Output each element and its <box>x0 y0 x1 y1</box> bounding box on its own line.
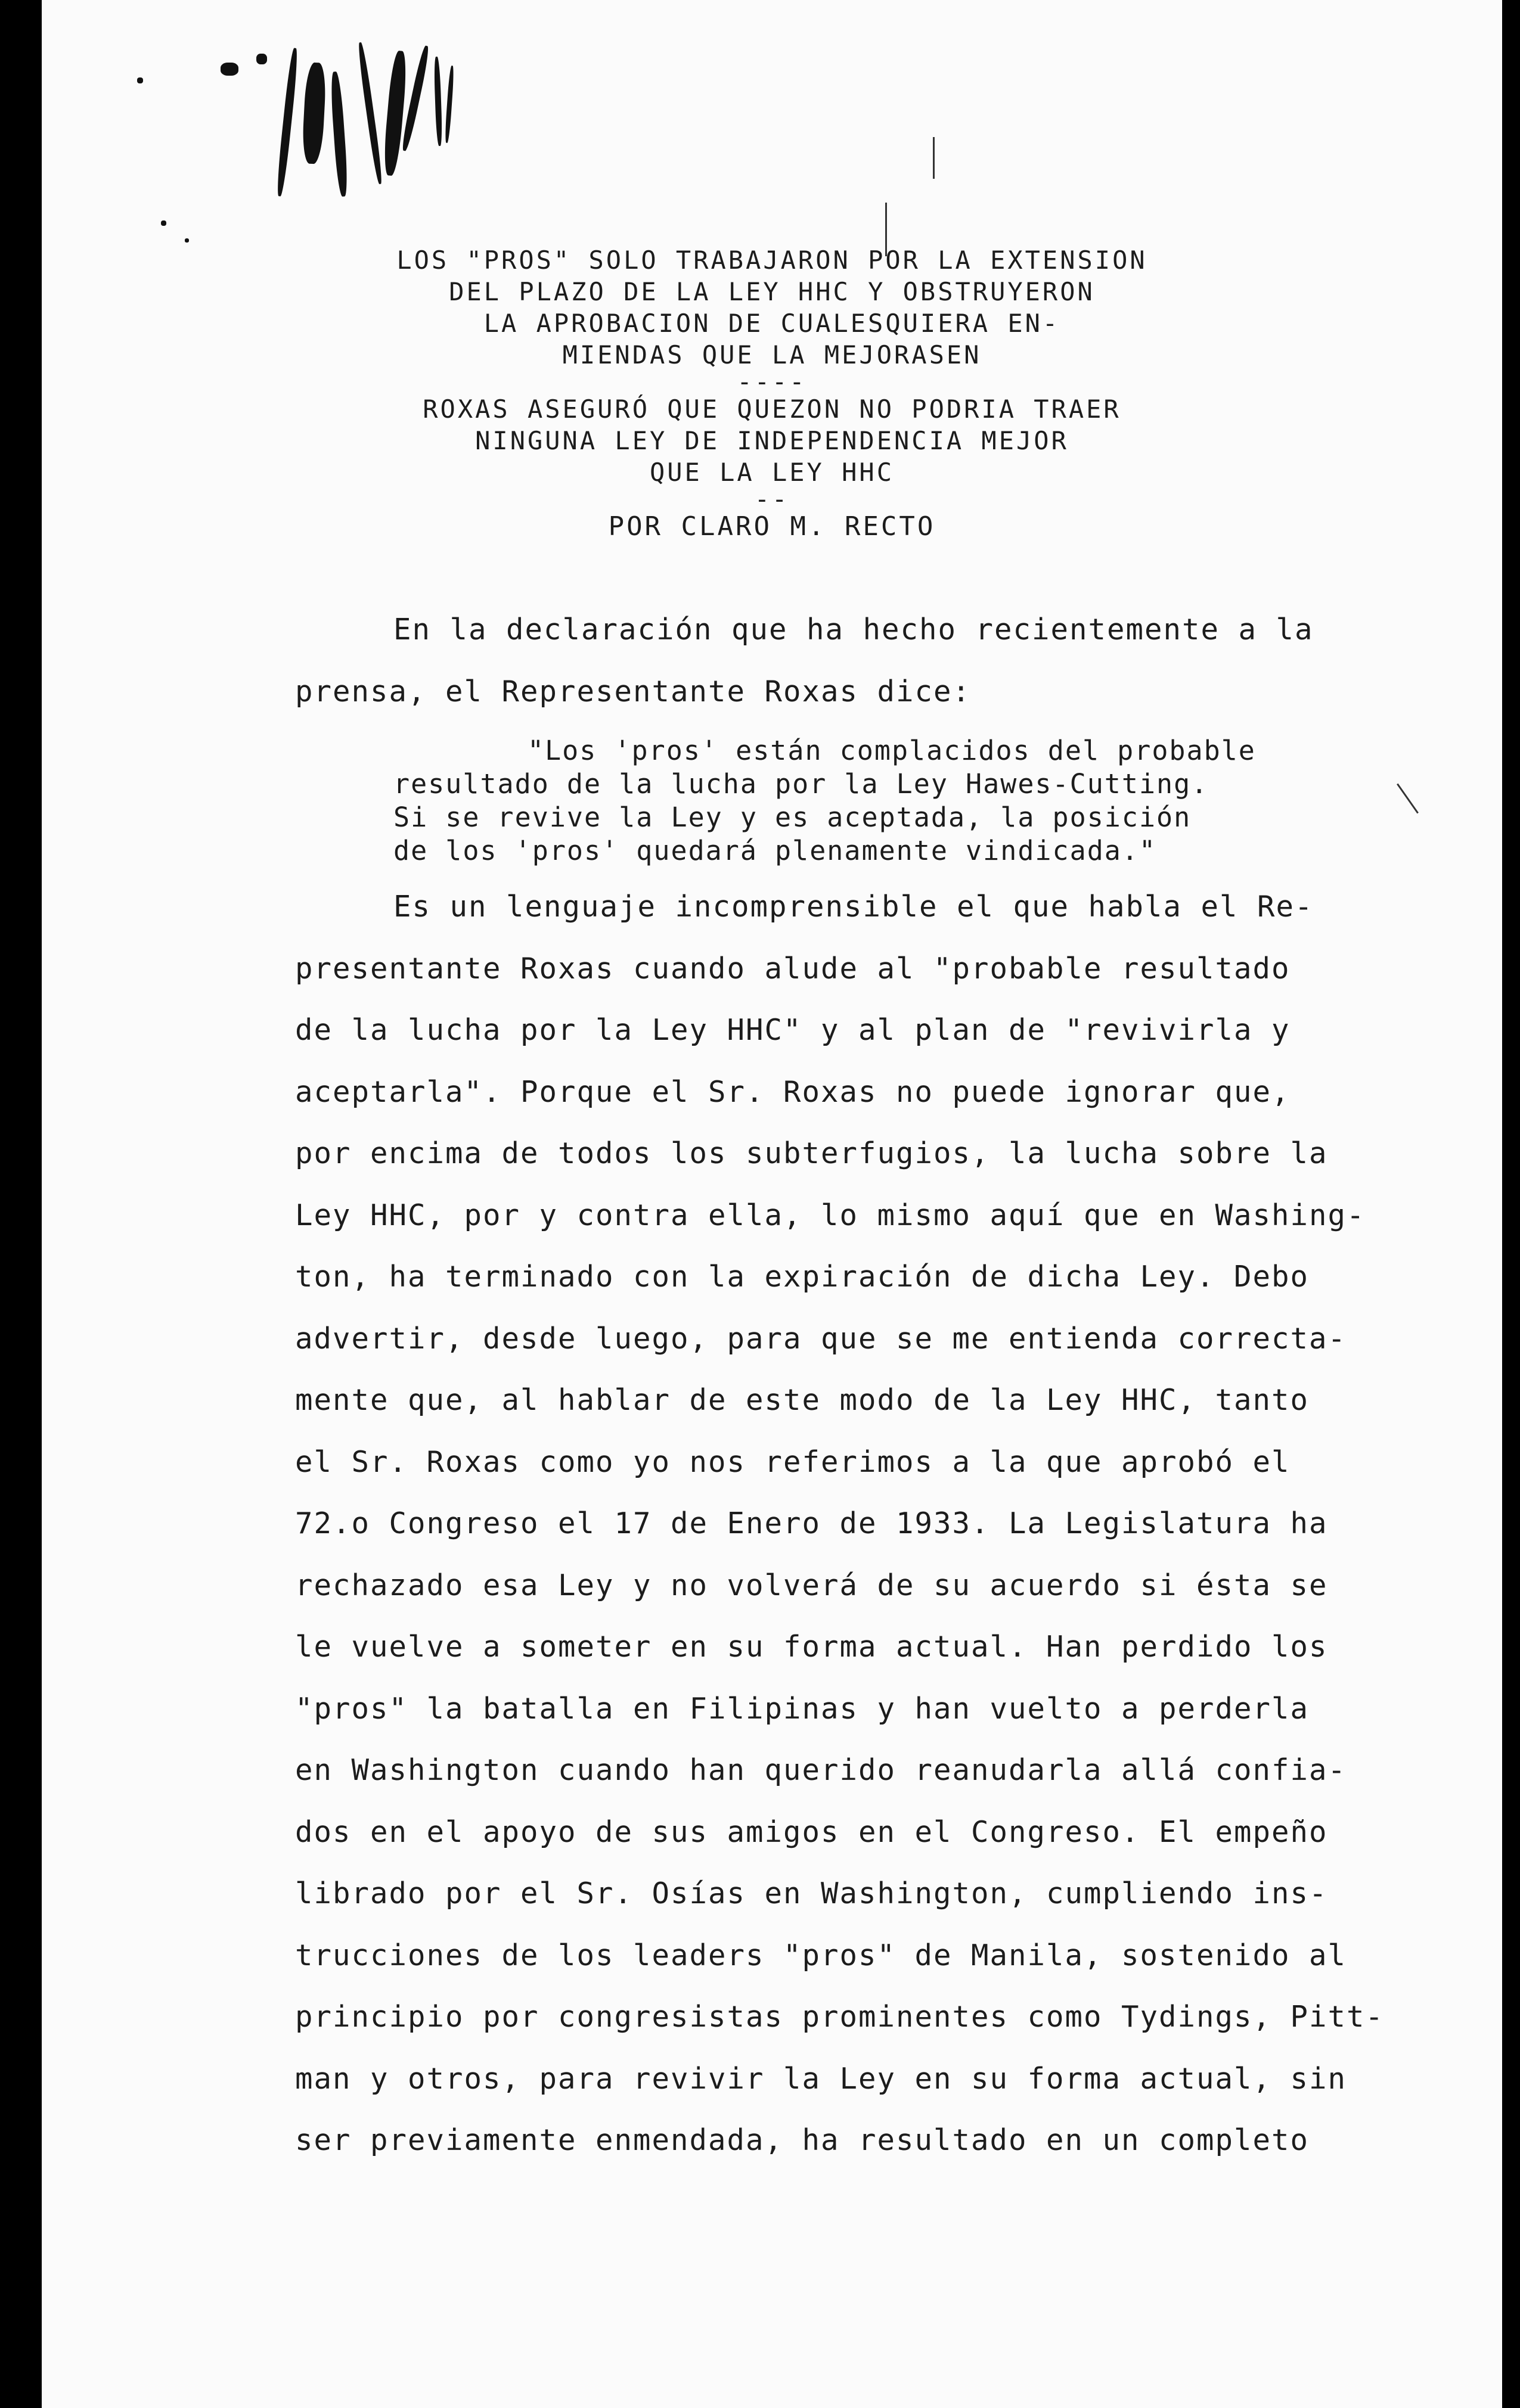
ink-blot <box>382 50 408 176</box>
subtitle-line: QUE LA LEY HHC <box>649 458 894 487</box>
text-line: dos en el apoyo de sus amigos en el Congreso. El empeño <box>295 1814 1328 1849</box>
text-line: librado por el Sr. Osías en Washington, cumpliendo ins- <box>295 1876 1328 1910</box>
ink-blot <box>330 72 349 197</box>
text-line: mente que, al hablar de este modo de la Ley HHC, tanto <box>295 1383 1310 1417</box>
ink-blot <box>185 238 189 243</box>
document-page <box>42 0 1502 2408</box>
text-line: por encima de todos los subterfugios, la lucha sobre la <box>295 1136 1328 1170</box>
ink-blot <box>302 62 327 164</box>
text-line: en Washington cuando han querido reanudarla allá confia- <box>295 1753 1347 1787</box>
subtitle-line: ROXAS ASEGURÓ QUE QUEZON NO PODRIA TRAER <box>423 394 1121 424</box>
ink-blot <box>221 63 238 76</box>
text-line: de la lucha por la Ley HHC" y al plan de "revivirla y <box>295 1013 1291 1047</box>
text-line: En la declaración que ha hecho recientemente a la <box>393 613 1314 647</box>
text-line: principio por congresistas prominentes como Tydings, Pitt- <box>295 2000 1385 2034</box>
divider: ---- <box>737 367 807 396</box>
ink-blot <box>444 66 454 143</box>
intro-paragraph <box>295 599 1428 722</box>
quote-line: "Los 'pros' están complacidos del probable <box>528 735 1256 766</box>
divider: -- <box>754 484 790 514</box>
text-line: prensa, el Representante Roxas dice: <box>295 674 972 709</box>
title-line: DEL PLAZO DE LA LEY HHC Y OBSTRUYERON <box>449 277 1095 306</box>
ink-blot <box>137 77 143 83</box>
title-line: MIENDAS QUE LA MEJORASEN <box>562 340 982 369</box>
text-line: Ley HHC, por y contra ella, lo mismo aquí que en Washing- <box>295 1198 1366 1232</box>
ink-blot <box>275 48 299 197</box>
ink-blot <box>433 57 442 146</box>
byline: POR CLARO M. RECTO <box>608 511 936 542</box>
text-line: advertir, desde luego, para que se me entienda correcta- <box>295 1321 1347 1356</box>
stray-mark <box>1397 784 1419 814</box>
block-quote <box>393 734 1371 868</box>
quote-line: resultado de la lucha por la Ley Hawes-Cutting. <box>393 768 1209 800</box>
text-line: ser previamente enmendada, ha resultado en un completo <box>295 2123 1310 2157</box>
text-line: presentante Roxas cuando alude al "probable resultado <box>295 951 1291 986</box>
ink-blot <box>161 220 166 226</box>
text-line: 72.o Congreso el 17 de Enero de 1933. La Legislatura ha <box>295 1506 1328 1540</box>
title-line: LA APROBACION DE CUALESQUIERA EN- <box>483 309 1060 338</box>
title-line: LOS "PROS" SOLO TRABAJARON POR LA EXTENSION <box>396 246 1147 275</box>
subtitle-line: NINGUNA LEY DE INDEPENDENCIA MEJOR <box>475 426 1069 455</box>
stray-mark <box>933 137 935 179</box>
ink-blot <box>256 54 267 64</box>
text-line: el Sr. Roxas como yo nos referimos a la que aprobó el <box>295 1444 1291 1479</box>
text-line: Es un lenguaje incomprensible el que habla el Re- <box>393 890 1314 924</box>
text-line: rechazado esa Ley y no volverá de su acuerdo si ésta se <box>295 1568 1328 1602</box>
text-line: man y otros, para revivir la Ley en su forma actual, sin <box>295 2061 1347 2096</box>
ink-blot <box>356 42 383 184</box>
text-line: ton, ha terminado con la expiración de dicha Ley. Debo <box>295 1260 1310 1294</box>
title-block <box>42 244 1502 542</box>
text-line: trucciones de los leaders "pros" de Manila, sostenido al <box>295 1938 1347 1972</box>
main-paragraph <box>295 876 1428 2171</box>
quote-line: Si se revive la Ley y es aceptada, la posición <box>393 801 1192 833</box>
text-line: "pros" la batalla en Filipinas y han vuelto a perderla <box>295 1691 1310 1726</box>
text-line: aceptarla". Porque el Sr. Roxas no puede ignorar que, <box>295 1074 1291 1109</box>
quote-line: de los 'pros' quedará plenamente vindicada." <box>393 835 1157 866</box>
text-line: le vuelve a someter en su forma actual. Han perdido los <box>295 1630 1328 1664</box>
